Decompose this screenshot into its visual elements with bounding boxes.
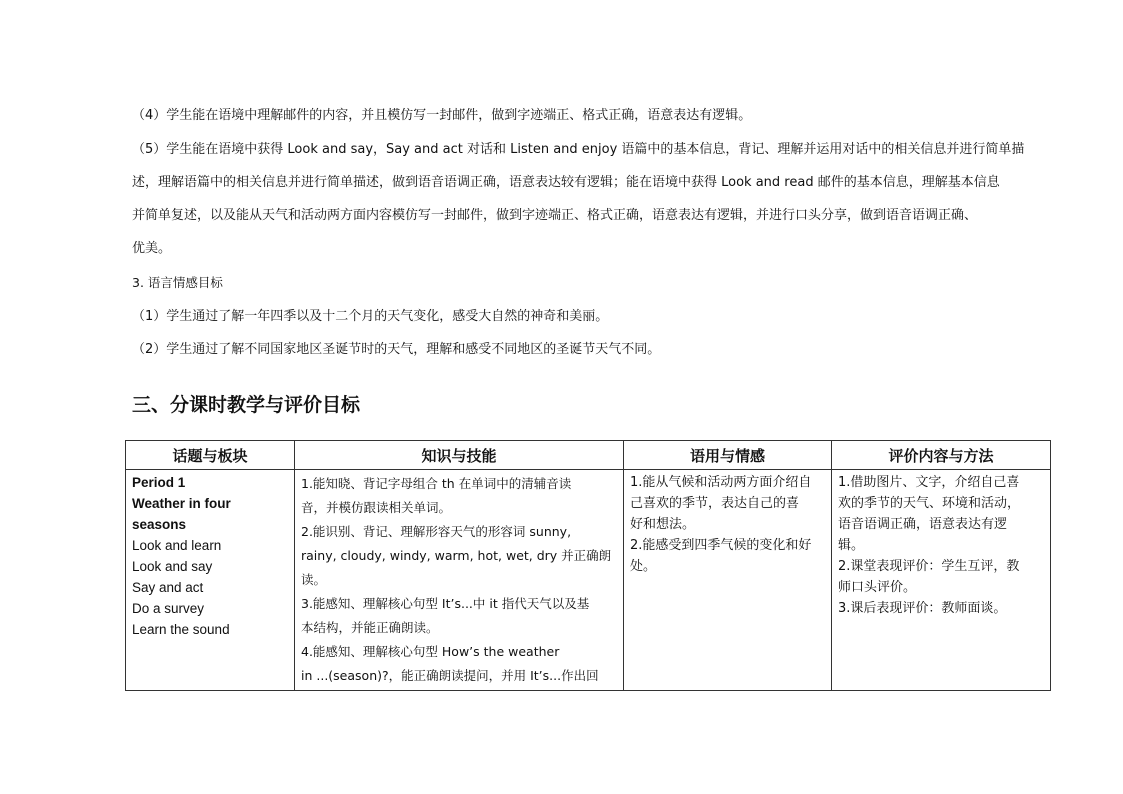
topic-period: Period 1 [132,475,186,490]
evaluation-line: 师口头评价。 [838,580,917,595]
section-3-title: 3. 语言情感目标 [132,275,223,290]
topic-cell [126,470,295,691]
pragmatics-cell [624,470,832,691]
table-header-row [126,441,1051,470]
pragmatics-line: 2.能感受到四季气候的变化和好 [630,538,812,553]
evaluation-line: 2.课堂表现评价：学生互评，教 [838,559,1020,574]
objective-5-line: （5）学生能在语境中获得 Look and say，Say and act 对话和 Listen and enjoy 语篇中的基本信息，背记、理解并运用对话中的相关信息并进行简单描 [132,142,1025,157]
emotion-objective-1: （1）学生通过了解一年四季以及十二个月的天气变化，感受大自然的神奇和美丽。 [132,309,609,324]
topic-item: Do a survey [132,601,205,616]
skills-line: 读。 [301,572,327,587]
header-skills: 知识与技能 [295,441,624,470]
topic-item: Learn the sound [132,622,230,637]
evaluation-line: 3.课后表现评价：教师面谈。 [838,601,1007,616]
pragmatics-line: 1.能从气候和活动两方面介绍自 [630,475,812,490]
skills-line: rainy, cloudy, windy, warm, hot, wet, dry 并正确朗 [301,548,612,563]
skills-line: 1.能知晓、背记字母组合 th 在单词中的清辅音读 [301,476,572,491]
table-row [126,470,1051,691]
pragmatics-line: 己喜欢的季节，表达自己的喜 [630,496,800,511]
evaluation-line: 1.借助图片、文字，介绍自己喜 [838,475,1020,490]
objective-5-line: 优美。 [132,241,172,256]
skills-line: 3.能感知、理解核心句型 It’s...中 it 指代天气以及基 [301,596,590,611]
lesson-objectives-table [125,440,1051,691]
skills-line: 4.能感知、理解核心句型 How’s the weather [301,644,560,659]
pragmatics-line: 处。 [630,559,657,574]
topic-item: Look and learn [132,538,222,553]
header-evaluation: 评价内容与方法 [832,441,1051,470]
objective-5-line: 并简单复述，以及能从天气和活动两方面内容模仿写一封邮件，做到字迹端正、格式正确，语意表达有逻辑，并进行口头分享，做到语音语调正确、 [132,208,978,223]
emotion-objective-2: （2）学生通过了解不同国家地区圣诞节时的天气，理解和感受不同地区的圣诞节天气不同。 [132,342,661,357]
evaluation-line: 欢的季节的天气、环境和活动， [838,496,1021,511]
evaluation-line: 辑。 [838,538,865,553]
header-pragmatics: 语用与情感 [624,441,832,470]
pragmatics-line: 好和想法。 [630,517,696,532]
objective-5 [132,133,1057,265]
header-topic: 话题与板块 [126,441,295,470]
topic-title: seasons [132,517,187,532]
skills-line: 本结构，并能正确朗读。 [301,620,439,635]
skills-line: 音，并模仿跟读相关单词。 [301,500,452,515]
skills-cell [295,470,624,691]
topic-title: Weather in four [132,496,231,511]
objective-4: （4）学生能在语境中理解邮件的内容，并且模仿写一封邮件，做到字迹端正、格式正确，语意表达有逻辑。 [132,108,752,123]
skills-line: 2.能识别、背记、理解形容天气的形容词 sunny, [301,524,572,539]
objective-5-line: 述，理解语篇中的相关信息并进行简单描述，做到语音语调正确，语意表达较有逻辑；能在语境中获得 Look and read 邮件的基本信息，理解基本信息 [132,175,1000,190]
section-heading: 三、分课时教学与评价目标 [132,394,361,416]
evaluation-cell [832,470,1051,691]
topic-item: Look and say [132,559,213,574]
skills-line: in ...(season)?，能正确朗读提问，并用 It’s...作出回 [301,668,599,683]
evaluation-line: 语音语调正确，语意表达有逻 [838,517,1008,532]
topic-item: Say and act [132,580,204,595]
